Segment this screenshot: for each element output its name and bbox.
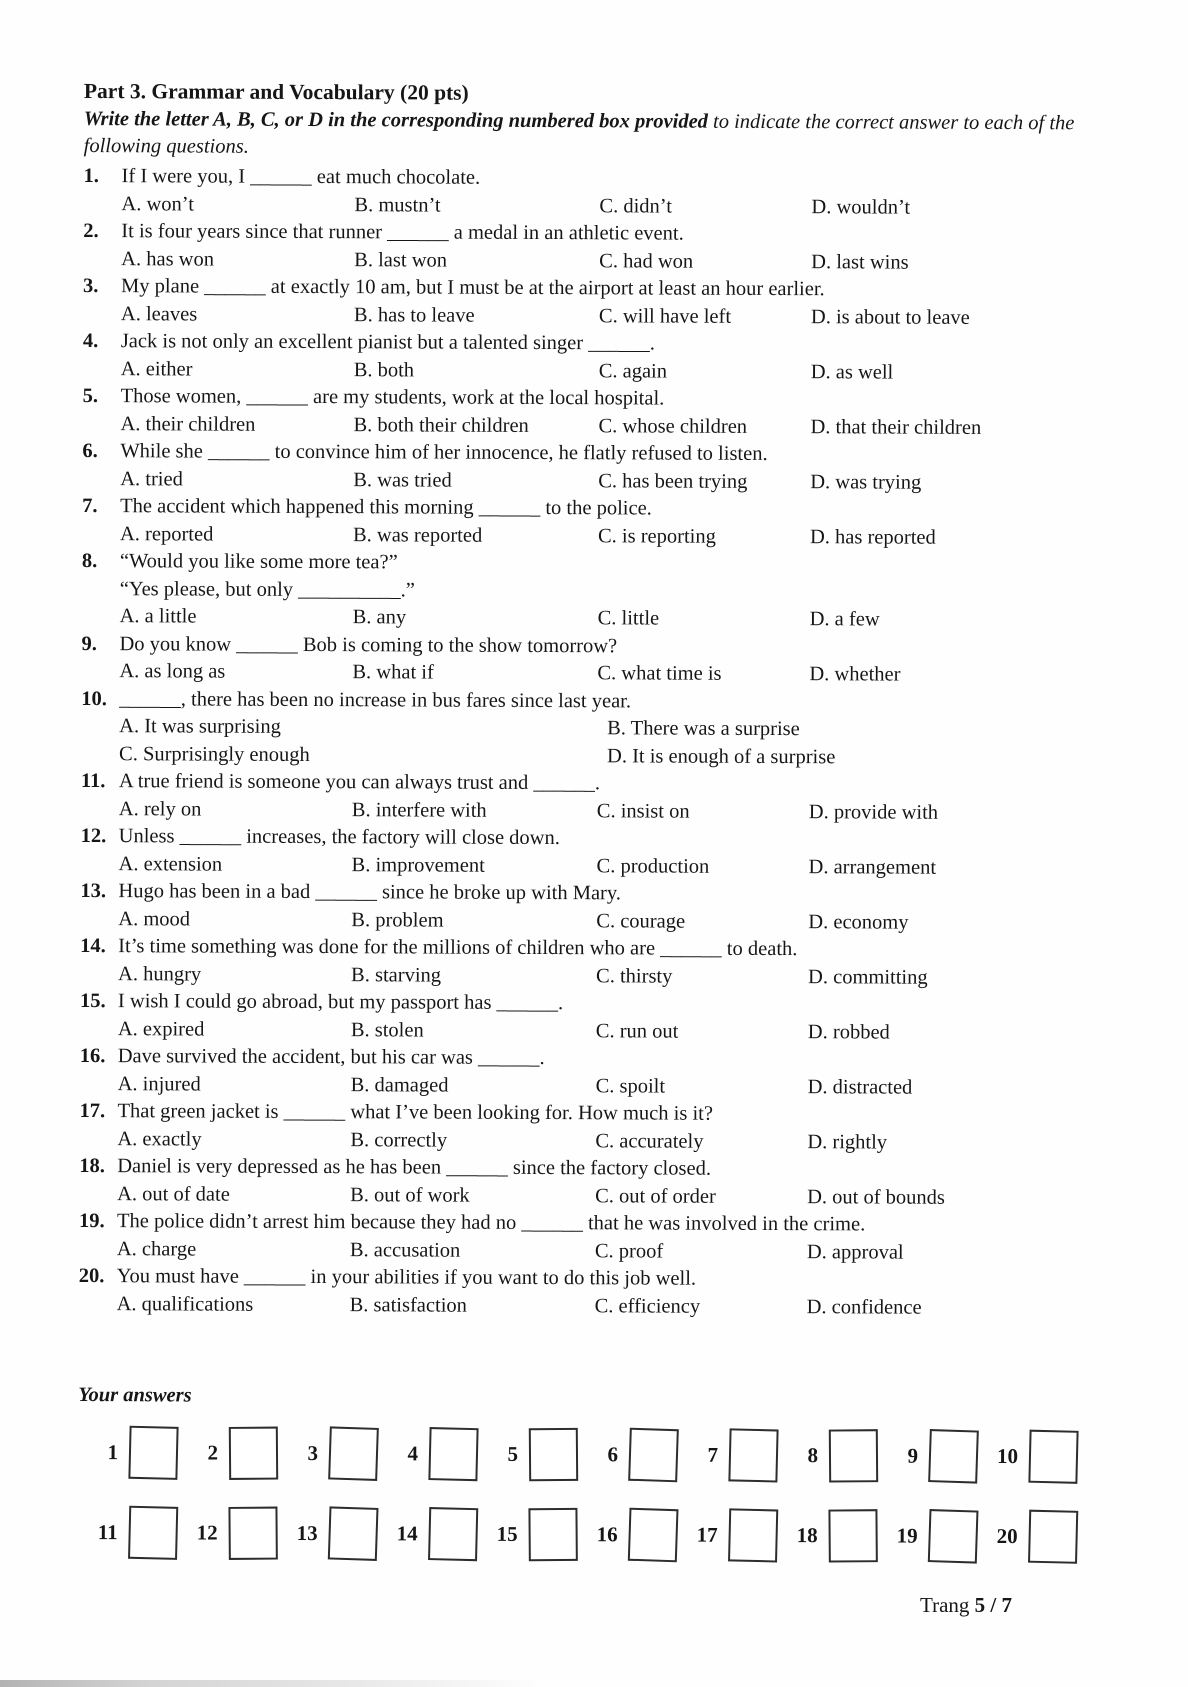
option-a: A. mood — [118, 907, 191, 930]
option-a: A. a little — [119, 605, 197, 628]
answer-number: 9 — [907, 1443, 919, 1468]
option-c: C. didn’t — [599, 194, 673, 218]
answer-cell-10 — [988, 1429, 1088, 1482]
option-d: D. last wins — [811, 250, 909, 274]
question-text: Do you know ______ Bob is coming to the show tomorrow? — [119, 632, 618, 657]
question-text: That green jacket is ______ what I’ve been looking for. How much is it? — [117, 1100, 714, 1125]
option-a: A. rely on — [118, 797, 202, 821]
question-4 — [83, 328, 1123, 388]
option-c: C. again — [598, 359, 668, 383]
option-d: D. is about to leave — [810, 305, 970, 329]
answer-box-2[interactable] — [229, 1426, 278, 1479]
option-a: A. hungry — [118, 962, 202, 986]
question-number: 4. — [82, 329, 99, 353]
question-number: 7. — [82, 494, 98, 518]
option-c: C. Surprisingly enough — [118, 742, 310, 766]
answer-cell-13 — [288, 1506, 388, 1559]
option-b: B. accusation — [349, 1238, 461, 1262]
answer-cell-16 — [588, 1508, 688, 1561]
question-text: Those women, ______ are my students, work at the local hospital. — [120, 385, 665, 410]
option-b: B. both — [353, 358, 415, 381]
option-c: C. little — [597, 607, 660, 630]
question-text: If I were you, I ______ eat much chocolate. — [121, 165, 481, 189]
answer-number: 15 — [496, 1521, 518, 1546]
question-text: The police didn’t arrest him because they had no ______ that he was involved in the crime. — [116, 1210, 866, 1236]
option-b: B. correctly — [350, 1128, 448, 1152]
answer-cell-3 — [288, 1426, 388, 1479]
option-b: B. was tried — [353, 468, 452, 492]
question-6 — [82, 438, 1122, 498]
option-b: B. out of work — [350, 1183, 470, 1207]
question-number: 11. — [80, 769, 106, 793]
answer-box-10[interactable] — [1028, 1429, 1078, 1483]
answer-number: 16 — [596, 1521, 618, 1546]
option-d: D. committing — [808, 965, 928, 989]
answer-box-11[interactable] — [128, 1505, 178, 1559]
option-c: C. had won — [599, 249, 694, 273]
answer-cell-19 — [888, 1509, 988, 1562]
answer-number: 17 — [696, 1522, 718, 1547]
question-number: 3. — [83, 274, 99, 298]
option-d: D. rightly — [807, 1130, 888, 1154]
option-d: D. a few — [809, 608, 880, 631]
question-8 — [82, 548, 1122, 635]
question-12 — [81, 823, 1121, 883]
option-c: C. courage — [596, 909, 686, 933]
answer-cell-4 — [388, 1427, 488, 1480]
answer-box-17[interactable] — [728, 1508, 778, 1562]
answer-cell-15 — [488, 1507, 588, 1560]
answer-cell-20 — [988, 1509, 1088, 1562]
answer-number: 7 — [707, 1442, 719, 1467]
answer-box-20[interactable] — [1028, 1509, 1078, 1563]
answer-cell-8 — [788, 1429, 888, 1482]
answer-cell-18 — [788, 1509, 888, 1562]
question-number: 14. — [80, 934, 106, 958]
option-d: D. was trying — [810, 470, 922, 494]
option-c: C. will have left — [598, 304, 732, 328]
option-d: D. arrangement — [808, 855, 937, 879]
question-number: 18. — [79, 1154, 105, 1178]
option-c: C. proof — [594, 1239, 664, 1263]
question-text: A true friend is someone you can always trust and ______. — [118, 770, 601, 795]
question-1 — [83, 163, 1123, 223]
answer-number: 11 — [97, 1519, 118, 1544]
option-d: D. confidence — [806, 1295, 922, 1319]
question-text: It is four years since that runner ______ a medal in an athletic event. — [121, 220, 684, 245]
footer-label: Trang — [920, 1593, 975, 1617]
question-number: 5. — [82, 384, 99, 408]
question-18 — [79, 1153, 1119, 1213]
option-a: A. reported — [119, 522, 214, 546]
option-c: C. is reporting — [597, 524, 716, 548]
option-b: B. damaged — [350, 1073, 449, 1097]
option-a: A. tried — [120, 467, 183, 490]
option-b: B. There was a surprise — [607, 717, 800, 741]
option-b: B. stolen — [350, 1018, 424, 1041]
option-a: A. extension — [118, 852, 223, 876]
answer-box-9[interactable] — [928, 1429, 979, 1484]
question-19 — [79, 1208, 1119, 1268]
answer-box-18[interactable] — [828, 1509, 877, 1562]
answer-number: 4 — [407, 1440, 419, 1465]
instructions-normal: to indicate the correct answer to each of the following questions. — [83, 110, 1075, 158]
answer-cell-11 — [88, 1506, 188, 1559]
answer-cell-12 — [188, 1506, 288, 1559]
question-7 — [82, 493, 1122, 553]
option-d: D. It is enough of a surprise — [606, 744, 836, 768]
option-a: A. injured — [117, 1072, 201, 1096]
answer-box-19[interactable] — [928, 1509, 979, 1564]
scan-artifact-bottom — [0, 1680, 560, 1687]
option-b: B. interfere with — [351, 798, 487, 822]
option-b: B. improvement — [351, 853, 485, 877]
question-text: Unless ______ increases, the factory will close down. — [118, 825, 560, 850]
option-c: C. what time is — [597, 662, 722, 685]
answer-number: 5 — [507, 1441, 519, 1466]
option-a: A. qualifications — [116, 1292, 254, 1316]
question-text: “Would you like some more tea?” — [119, 550, 398, 574]
question-number: 2. — [83, 219, 99, 243]
question-text: Daniel is very depressed as he has been ______ since the factory closed. — [117, 1155, 712, 1180]
question-text: While she ______ to convince him of her innocence, he flatly refused to listen. — [120, 440, 768, 465]
footer-page-number: 5 / 7 — [974, 1593, 1012, 1617]
question-number: 6. — [82, 439, 98, 463]
option-b: B. problem — [351, 908, 444, 932]
answer-cell-9 — [888, 1429, 988, 1482]
answer-number: 2 — [207, 1440, 219, 1465]
option-a: A. either — [120, 357, 193, 380]
question-text: Jack is not only an excellent pianist but a talented singer ______. — [120, 330, 655, 355]
question-number: 17. — [79, 1099, 106, 1123]
instructions — [84, 106, 1124, 165]
answer-box-13[interactable] — [328, 1506, 379, 1561]
option-a: A. leaves — [120, 302, 198, 325]
question-number: 1. — [83, 164, 99, 188]
question-number: 10. — [81, 687, 107, 710]
question-17 — [79, 1098, 1119, 1158]
exam-content — [78, 76, 1124, 1564]
option-b: B. has to leave — [353, 303, 475, 327]
option-c: C. out of order — [595, 1184, 716, 1208]
answer-box-8[interactable] — [829, 1429, 878, 1482]
option-a: A. It was surprising — [119, 715, 281, 738]
option-a: A. out of date — [117, 1182, 230, 1206]
option-d: D. that their children — [810, 415, 982, 439]
question-9 — [81, 630, 1121, 690]
question-14 — [80, 933, 1120, 993]
answer-box-14[interactable] — [428, 1507, 478, 1561]
question-13 — [80, 878, 1120, 938]
answer-box-15[interactable] — [528, 1507, 577, 1560]
answer-number: 10 — [996, 1443, 1019, 1468]
answer-number: 8 — [807, 1442, 819, 1467]
question-text: Hugo has been in a bad ______ since he broke up with Mary. — [118, 880, 622, 905]
question-2 — [83, 218, 1123, 278]
answers-section — [78, 1381, 1119, 1564]
question-number: 9. — [81, 632, 97, 655]
question-3 — [83, 273, 1123, 333]
question-text: My plane ______ at exactly 10 am, but I must be at the airport at least an hour earlier. — [121, 275, 825, 301]
option-b: B. last won — [354, 248, 448, 272]
page-footer — [920, 1593, 1012, 1618]
question-text: You must have ______ in your abilities if you want to do this job well. — [116, 1265, 697, 1290]
option-c: C. run out — [595, 1019, 679, 1043]
option-b: B. what if — [352, 661, 434, 684]
option-c: C. whose children — [598, 414, 748, 438]
answer-box-3[interactable] — [328, 1426, 379, 1481]
option-row — [79, 1290, 1119, 1322]
answer-cell-2 — [188, 1426, 288, 1479]
option-a: A. as long as — [119, 660, 226, 683]
question-text: The accident which happened this morning ______ to the police. — [120, 495, 652, 520]
option-d: D. whether — [809, 663, 901, 686]
option-b: B. starving — [351, 963, 442, 987]
question-5 — [82, 383, 1122, 443]
answer-number: 14 — [396, 1520, 418, 1545]
option-d: D. robbed — [807, 1020, 890, 1044]
question-16 — [80, 1043, 1120, 1103]
question-number: 16. — [79, 1044, 106, 1068]
answer-cell-17 — [688, 1508, 788, 1561]
answer-number: 1 — [107, 1439, 119, 1464]
option-a: A. exactly — [117, 1127, 202, 1151]
option-b: B. any — [352, 606, 407, 629]
question-10 — [81, 685, 1121, 772]
answer-number: 18 — [796, 1522, 818, 1547]
question-11 — [81, 768, 1121, 828]
question-number: 13. — [80, 879, 107, 903]
option-d: D. out of bounds — [807, 1185, 945, 1209]
answers-label: Your answers — [78, 1383, 192, 1407]
answer-number: 3 — [307, 1440, 319, 1465]
question-20 — [79, 1263, 1119, 1323]
question-text: Dave survived the accident, but his car was ______. — [117, 1045, 545, 1070]
question-number: 12. — [80, 824, 107, 848]
question-text: It’s time something was done for the millions of children who are ______ to death. — [118, 935, 798, 961]
question-text: “Yes please, but only __________.” — [119, 577, 415, 601]
option-c: C. has been trying — [598, 469, 748, 493]
answer-box-4[interactable] — [428, 1427, 478, 1481]
option-a: A. won’t — [121, 192, 195, 215]
option-a: A. charge — [116, 1237, 197, 1261]
option-b: B. was reported — [352, 523, 483, 547]
option-b: B. both their children — [353, 413, 529, 437]
option-d: D. provide with — [808, 800, 939, 824]
option-a: A. their children — [120, 412, 256, 436]
option-a: A. expired — [117, 1017, 205, 1041]
option-d: D. wouldn’t — [811, 195, 911, 219]
option-d: D. as well — [810, 360, 894, 384]
answer-number: 13 — [296, 1520, 318, 1545]
answer-box-7[interactable] — [728, 1428, 778, 1482]
answer-number: 19 — [896, 1523, 918, 1548]
answer-cell-1 — [88, 1426, 188, 1479]
question-list — [79, 163, 1124, 1323]
question-text: ______, there has been no increase in bus fares since last year. — [119, 687, 632, 712]
option-d: D. has reported — [809, 525, 936, 549]
option-d: D. approval — [806, 1240, 904, 1264]
answer-cell-6 — [588, 1428, 688, 1481]
option-c: C. thirsty — [596, 964, 673, 988]
section-title: Part 3. Grammar and Vocabulary (20 pts) — [83, 78, 469, 105]
option-c: C. accurately — [595, 1129, 704, 1153]
answer-box-5[interactable] — [529, 1427, 578, 1480]
answer-number: 20 — [996, 1523, 1018, 1548]
option-c: C. insist on — [596, 799, 690, 823]
option-b: B. satisfaction — [349, 1293, 467, 1317]
option-d: D. distracted — [807, 1075, 913, 1099]
answer-number: 6 — [607, 1441, 619, 1466]
question-number: 20. — [78, 1264, 105, 1288]
answer-box-6[interactable] — [628, 1427, 679, 1482]
question-text: I wish I could go abroad, but my passport has ______. — [117, 990, 564, 1015]
question-15 — [80, 988, 1120, 1048]
answer-box-16[interactable] — [628, 1507, 679, 1562]
answer-number: 12 — [196, 1520, 218, 1545]
option-a: A. has won — [121, 247, 215, 271]
option-c: C. production — [596, 854, 710, 878]
question-number: 15. — [79, 989, 106, 1013]
option-c: C. spoilt — [595, 1074, 666, 1098]
answer-row-1 — [78, 1425, 1118, 1484]
option-d: D. economy — [808, 910, 909, 934]
answer-box-1[interactable] — [128, 1425, 178, 1479]
question-number: 19. — [78, 1209, 105, 1233]
answer-row-2 — [78, 1505, 1118, 1564]
option-b: B. mustn’t — [354, 193, 441, 217]
question-number: 8. — [81, 549, 98, 573]
option-c: C. efficiency — [594, 1294, 701, 1318]
answer-cell-5 — [488, 1427, 588, 1480]
answer-cell-14 — [388, 1507, 488, 1560]
answer-cell-7 — [688, 1428, 788, 1481]
instructions-bold: Write the letter A, B, C, or D in the corresponding numbered box provided — [83, 107, 708, 133]
answer-box-12[interactable] — [228, 1506, 277, 1559]
